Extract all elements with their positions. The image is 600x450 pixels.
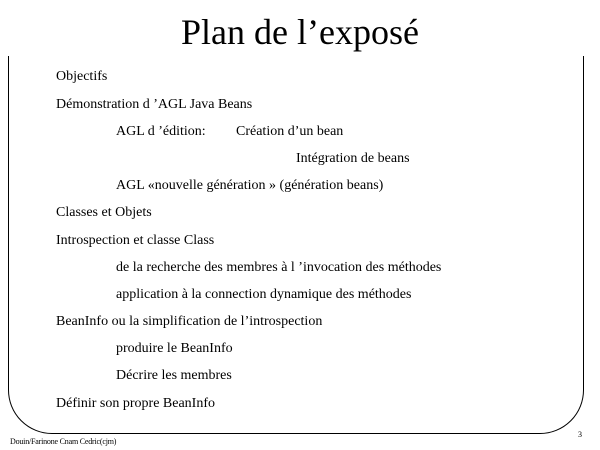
outline-subitem-produire-beaninfo: produire le BeanInfo	[116, 341, 233, 356]
slide-footer: Douin/Farinone Cnam Cedric(cjm)	[10, 437, 117, 446]
outline-subitem-creation-bean: Création d’un bean	[236, 124, 344, 139]
outline-item-demonstration: Démonstration d ’AGL Java Beans	[56, 97, 253, 112]
outline-item-beaninfo: BeanInfo ou la simplification de l’introspection	[56, 314, 323, 329]
outline-item-definir-beaninfo: Définir son propre BeanInfo	[56, 396, 216, 411]
outline-subitem-connection-dynamique: application à la connection dynamique des méthodes	[116, 287, 412, 302]
outline-subitem-recherche-membres: de la recherche des membres à l ’invocation des méthodes	[116, 260, 442, 275]
outline-subitem-decrire-membres: Décrire les membres	[116, 368, 232, 383]
outline-subitem-agl-nouvelle-generation: AGL «nouvelle génération » (génération beans)	[116, 178, 384, 193]
slide-title	[0, 8, 600, 56]
outline-item-classes-objets: Classes et Objets	[56, 205, 152, 220]
outline-subitem-integration-beans: Intégration de beans	[296, 151, 410, 166]
slide-title-text: Plan de l’exposé	[175, 12, 425, 52]
page-number: 3	[578, 430, 582, 439]
outline-subitem-agl-edition: AGL d ’édition:	[116, 124, 206, 139]
outline-item-objectifs: Objectifs	[56, 69, 108, 84]
outline-item-introspection: Introspection et classe Class	[56, 233, 215, 248]
